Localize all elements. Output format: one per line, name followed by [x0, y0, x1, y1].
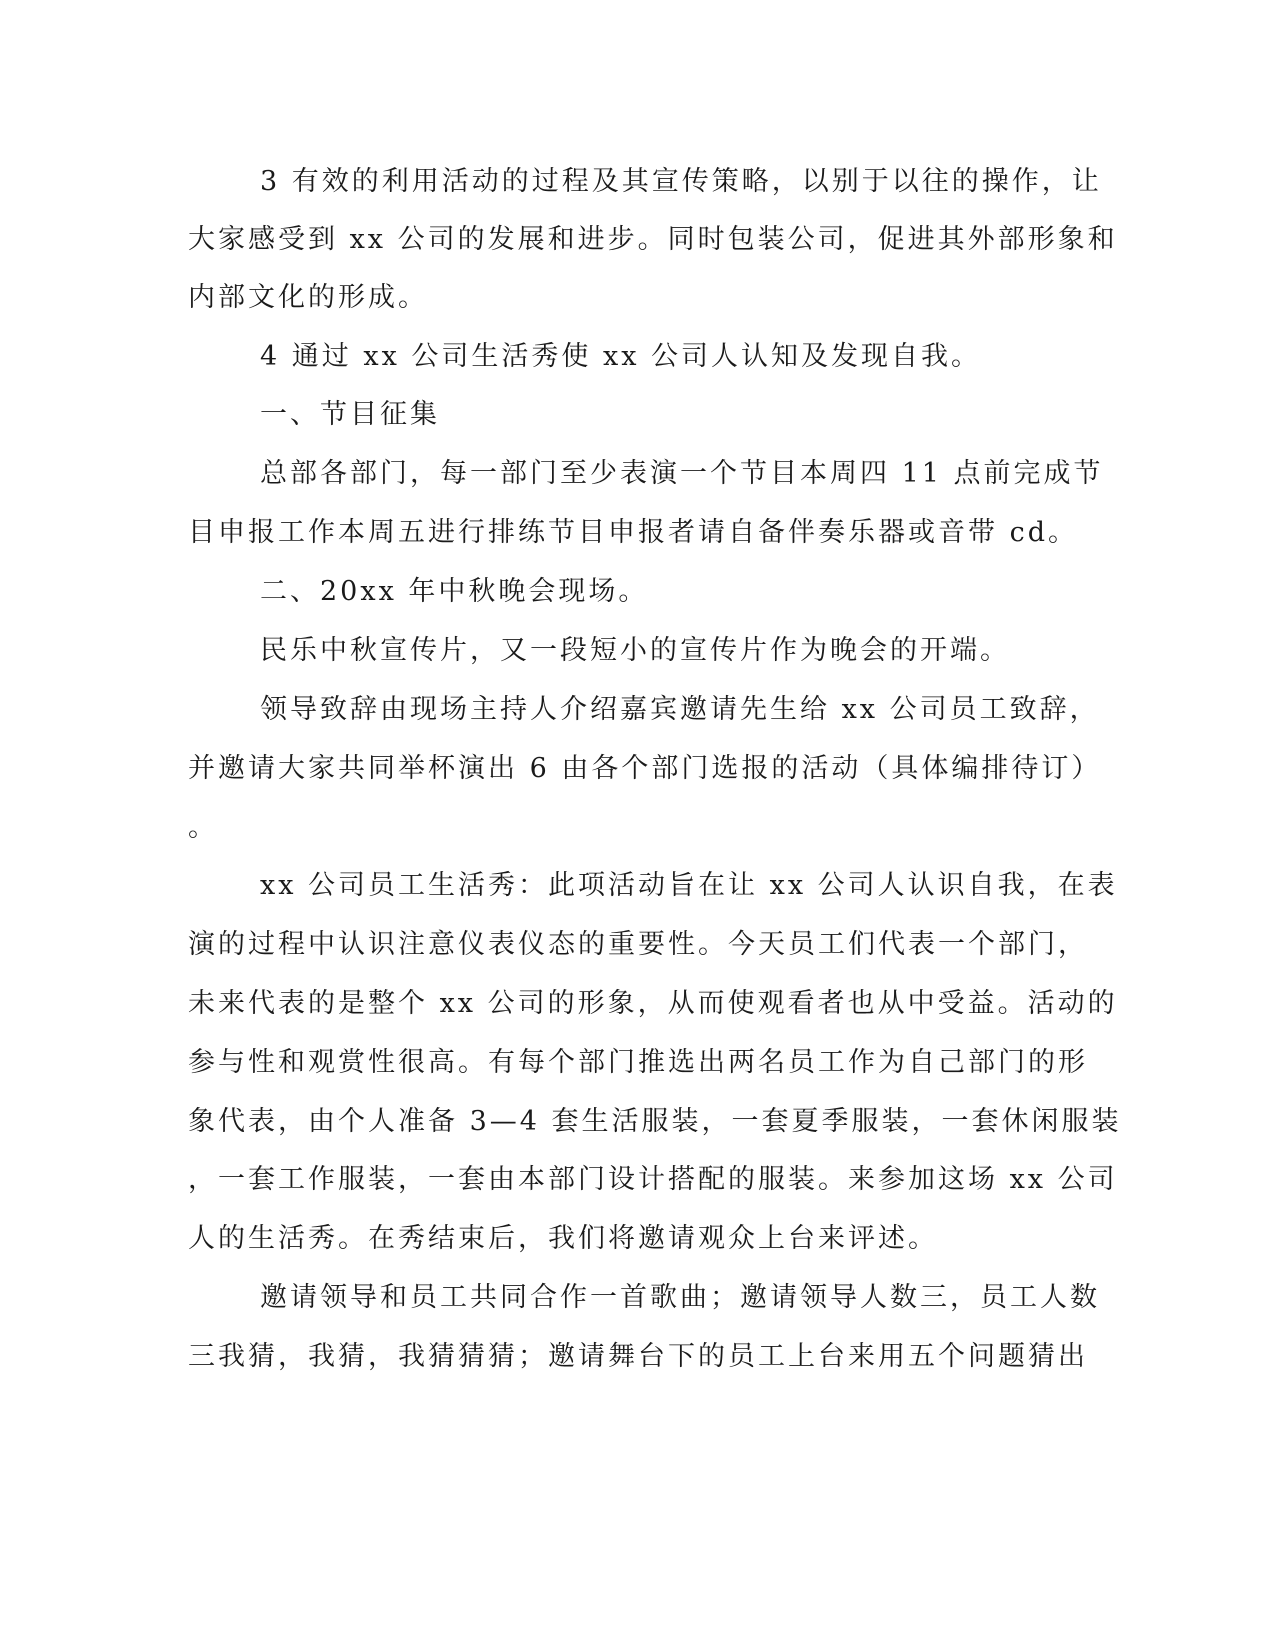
paragraph-line: 三我猜，我猜，我猜猜猜；邀请舞台下的员工上台来用五个问题猜出	[188, 1341, 1088, 1372]
section-heading: 一、节目征集	[260, 399, 440, 430]
paragraph-line: xx 公司员工生活秀：此项活动旨在让 xx 公司人认识自我，在表	[260, 870, 1118, 901]
section-heading: 二、20xx 年中秋晚会现场。	[260, 576, 649, 607]
paragraph-line: 未来代表的是整个 xx 公司的形象，从而使观看者也从中受益。活动的	[188, 988, 1118, 1019]
paragraph-line: 邀请领导和员工共同合作一首歌曲；邀请领导人数三，员工人数	[260, 1282, 1100, 1313]
paragraph-line: 3 有效的利用活动的过程及其宣传策略，以别于以往的操作，让	[260, 166, 1102, 197]
paragraph-line: 领导致辞由现场主持人介绍嘉宾邀请先生给 xx 公司员工致辞，	[260, 694, 1100, 725]
paragraph-line: 。	[188, 812, 218, 843]
paragraph-line: 目申报工作本周五进行排练节目申报者请自备伴奏乐器或音带 cd。	[188, 517, 1078, 548]
paragraph-line: 内部文化的形成。	[188, 282, 428, 313]
paragraph-line: 演的过程中认识注意仪表仪态的重要性。今天员工们代表一个部门，	[188, 929, 1088, 960]
paragraph-line: 民乐中秋宣传片，又一段短小的宣传片作为晚会的开端。	[260, 635, 1010, 666]
paragraph-line: 人的生活秀。在秀结束后，我们将邀请观众上台来评述。	[188, 1223, 938, 1254]
paragraph-line: 总部各部门，每一部门至少表演一个节目本周四 11 点前完成节	[260, 458, 1104, 489]
paragraph-line: 象代表，由个人准备 3—4 套生活服装，一套夏季服装，一套休闲服装	[188, 1106, 1122, 1137]
paragraph-line: 大家感受到 xx 公司的发展和进步。同时包装公司，促进其外部形象和	[188, 224, 1118, 255]
paragraph-line: 4 通过 xx 公司生活秀使 xx 公司人认知及发现自我。	[260, 341, 981, 372]
paragraph-line: ，一套工作服装，一套由本部门设计搭配的服装。来参加这场 xx 公司	[188, 1164, 1118, 1195]
paragraph-line: 并邀请大家共同举杯演出 6 由各个部门选报的活动（具体编排待订）	[188, 753, 1102, 784]
paragraph-line: 参与性和观赏性很高。有每个部门推选出两名员工作为自己部门的形	[188, 1047, 1088, 1078]
